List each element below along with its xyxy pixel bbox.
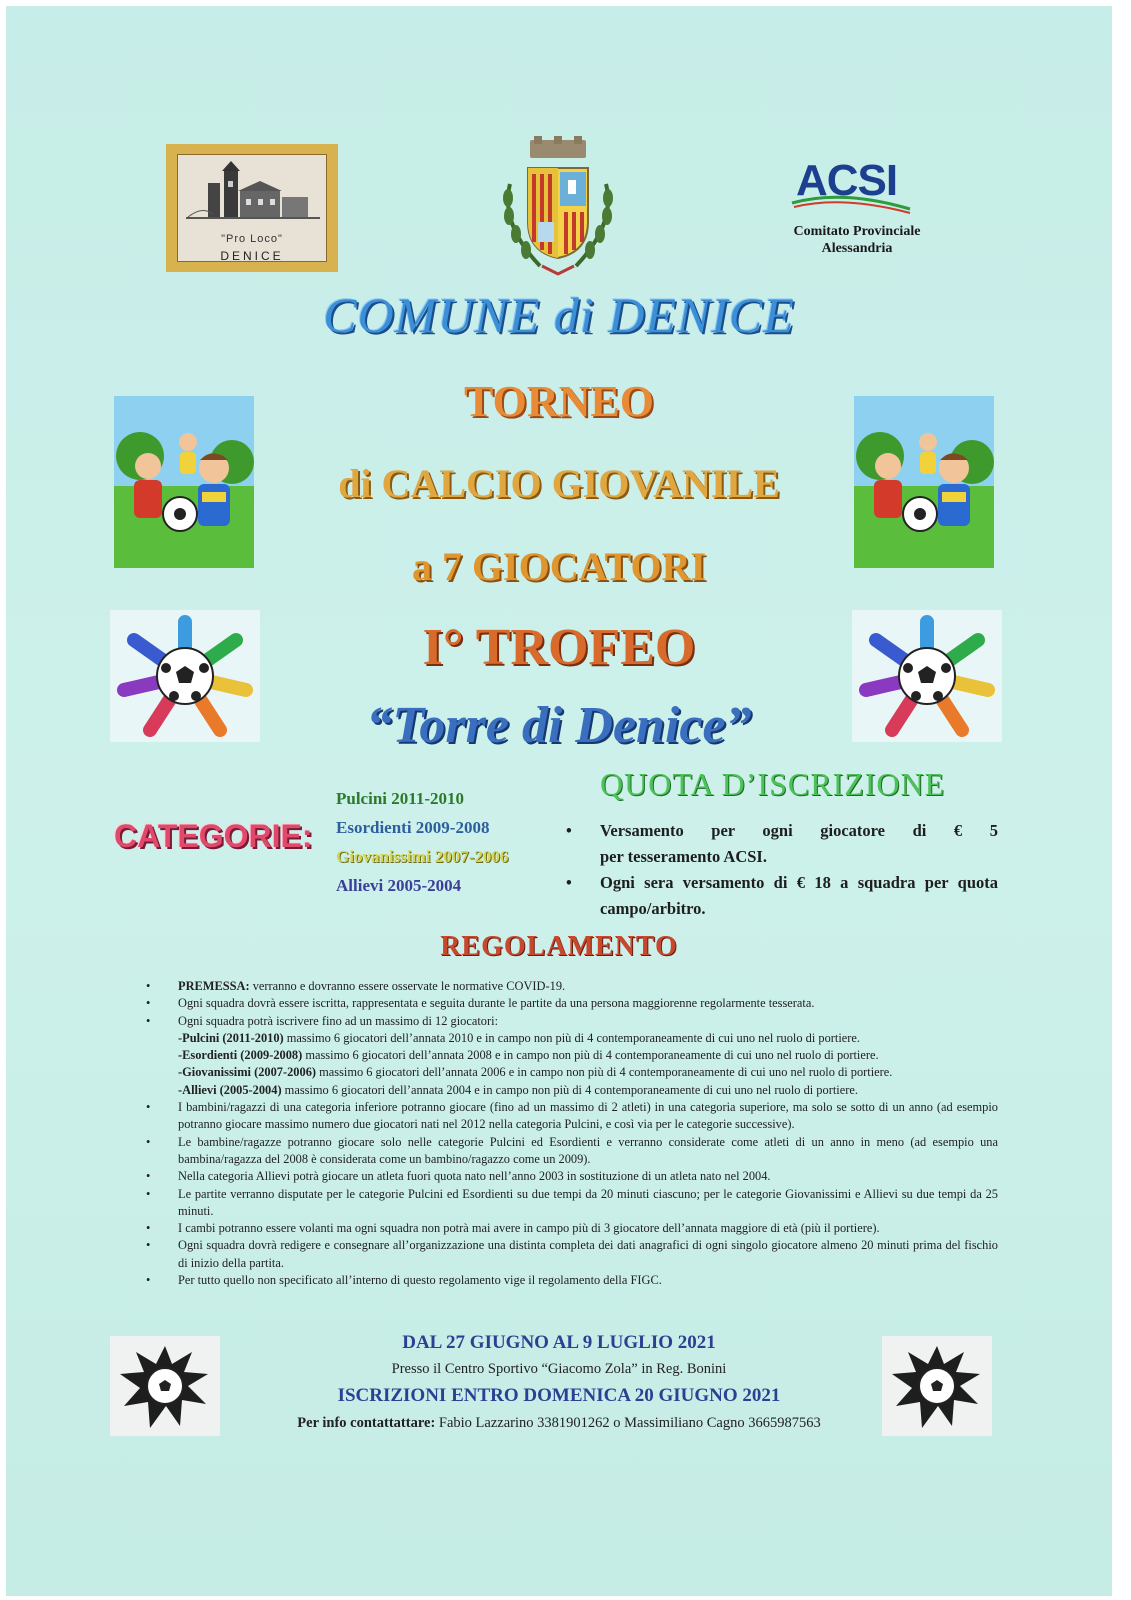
acsi-logo — [782, 151, 932, 261]
trofeo-title: I° TROFEO — [422, 619, 696, 676]
rule-subitem — [144, 1082, 998, 1099]
event-venue: Presso il Centro Sportivo “Giacomo Zola” in Reg. Bonini — [391, 1361, 727, 1377]
rule-subitem — [144, 1030, 998, 1047]
rule-item: • Ogni squadra dovrà redigere e consegnare all’organizzazione una distinta completa dei dati anagrafici di ogni singolo giocatore almeno 20 minuti prima del fischio di inizio della partita. — [144, 1237, 998, 1272]
rule-sub-text: massimo 6 giocatori dell’annata 2004 e in campo non più di 4 contemporaneamente di cui uno nel ruolo di portiere. — [281, 1082, 858, 1097]
rule-sub-label: -Giovanissimi (2007-2006) — [178, 1065, 317, 1080]
rule-sub-label: -Allievi (2005-2004) — [178, 1082, 282, 1097]
rule-sub-text: massimo 6 giocatori dell’annata 2006 e in campo non più di 4 contemporaneamente di cui uno nel ruolo di portiere. — [316, 1065, 893, 1080]
ball-figures-image — [110, 610, 260, 742]
event-line3: a 7 GIOCATORI — [411, 544, 707, 589]
rule-subitem — [144, 1064, 998, 1081]
rule-sub-text: massimo 6 giocatori dell’annata 2010 e in campo non più di 4 contemporaneamente di cui uno nel ruolo di portiere. — [283, 1030, 861, 1045]
categoria-item: Esordienti 2009-2008 — [336, 818, 490, 837]
rule-item: • Le partite verranno disputate per le categorie Pulcini ed Esordienti su due tempi da 20 minuti ciascuno; per le categorie Giovanissimi e Allievi su due tempi da 25 minuti. — [144, 1186, 998, 1221]
rule-item — [144, 978, 998, 995]
contact-info — [6, 1415, 1112, 1432]
contact-label: Per info contattattare: — [297, 1415, 436, 1431]
coat-of-arms-icon — [490, 134, 626, 278]
rule-item: • Ogni squadra potrà iscrivere fino ad un massimo di 12 giocatori: — [144, 1013, 998, 1030]
rule-subitem — [144, 1047, 998, 1064]
acsi-line2: Alessandria — [821, 241, 893, 256]
ball-figures-image — [852, 610, 1002, 742]
proloco-line2: DENICE — [220, 249, 284, 263]
premessa-text: verranno e dovranno essere osservate le normative COVID-19. — [249, 979, 566, 993]
rule-item: • I cambi potranno essere volanti ma ogni squadra non potrà mai avere in campo più di 3 giocatore dell’annata maggiore di età (più il portiere). — [144, 1220, 998, 1237]
acsi-line1: Comitato Provinciale — [793, 224, 921, 239]
castle-icon — [178, 157, 328, 229]
rule-sub-label: -Esordienti (2009-2008) — [178, 1048, 303, 1063]
quota-item2-line1: • Ogni sera versamento di € 18 a squadra per quota — [600, 873, 998, 892]
acsi-brand: ACSI — [796, 156, 898, 205]
quota-list — [558, 818, 998, 922]
poster — [6, 6, 1112, 1596]
premessa-label: PREMESSA: — [178, 979, 250, 993]
quota-item1-line1: • Versamento per ogni giocatore di € 5 — [600, 821, 998, 840]
quota-title: QUOTA D’ISCRIZIONE — [600, 766, 946, 802]
acsi-mark-icon — [782, 151, 932, 221]
rule-item: • Per tutto quello non specificato all’interno di questo regolamento vige il regolamento della FIGC. — [144, 1272, 998, 1289]
quota-item — [558, 870, 998, 922]
event-dates: DAL 27 GIUGNO AL 9 LUGLIO 2021 — [402, 1332, 716, 1353]
regolamento-title: REGOLAMENTO — [440, 931, 678, 962]
rule-item: • I bambini/ragazzi di una categoria inferiore potranno giocare (fino ad un massimo di 2 atleti) in una categoria superiore, ma solo se sotto di un anno (ad esempio potranno giocare massimo numero due giocatori nati nel 2012 nella categoria Pulcini, e così via per le categorie successive). — [144, 1099, 998, 1134]
quota-item1-line2: per tesseramento ACSI. — [600, 847, 767, 866]
page-title: COMUNE di DENICE — [323, 287, 795, 343]
rule-item: • Nella categoria Allievi potrà giocare un atleta fuori quota nato nell’anno 2003 in sostituzione di un atleta nato nel 2004. — [144, 1168, 998, 1185]
quota-item2-line2: campo/arbitro. — [600, 899, 706, 918]
rule-item: • Le bambine/ragazze potranno giocare solo nelle categorie Pulcini ed Esordienti e verranno considerate come atleti di un anno in meno (ad esempio una bambina/ragazza del 2008 è considerata come un bambino/ragazzo come un 2009). — [144, 1134, 998, 1169]
rule-sub-label: -Pulcini (2011-2010) — [178, 1030, 284, 1045]
quota-item — [558, 818, 998, 870]
proloco-logo — [166, 144, 338, 272]
categoria-item: Pulcini 2011-2010 — [336, 789, 464, 808]
proloco-line1: "Pro Loco" — [221, 233, 283, 245]
event-line2: di CALCIO GIOVANILE — [338, 461, 780, 506]
rule-sub-text: massimo 6 giocatori dell’annata 2008 e in campo non più di 4 contemporaneamente di cui uno nel ruolo di portiere. — [302, 1048, 879, 1063]
kids-football-image — [114, 396, 254, 568]
trofeo-name: “Torre di Denice” — [366, 697, 752, 754]
categoria-item: Giovanissimi 2007-2006 — [336, 847, 509, 866]
categorie-list — [336, 784, 508, 900]
kids-football-image — [854, 396, 994, 568]
regolamento-list — [144, 978, 998, 1289]
categoria-item: Allievi 2005-2004 — [336, 876, 462, 895]
registration-deadline: ISCRIZIONI ENTRO DOMENICA 20 GIUGNO 2021 — [337, 1385, 781, 1406]
contact-text: Fabio Lazzarino 3381901262 o Massimiliano Cagno 3665987563 — [435, 1415, 821, 1431]
rule-item: • Ogni squadra dovrà essere iscritta, rappresentata e seguita durante le partite da una persona maggiorenne regolarmente tesserata. — [144, 995, 998, 1012]
categorie-label: CATEGORIE: — [114, 818, 313, 854]
event-line1: TORNEO — [464, 377, 654, 426]
